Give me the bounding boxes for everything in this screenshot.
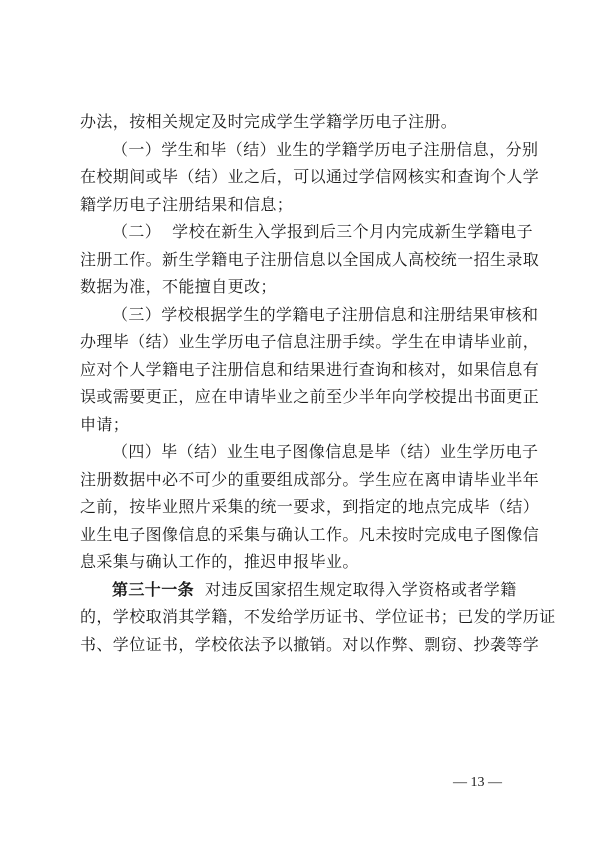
text-line: 应对个人学籍电子注册信息和结果进行查询和核对，如果信息有 bbox=[80, 359, 540, 379]
article-first-line bbox=[80, 576, 526, 604]
text-line: 籍学历电子注册结果和信息； bbox=[80, 194, 294, 214]
text-line: （二） 学校在新生入学报到后三个月内完成新生学籍电子 bbox=[112, 222, 533, 241]
article-title: 第三十一条 bbox=[112, 579, 195, 599]
text-line: （三）学校根据学生的学籍电子注册信息和注册结果审核和 bbox=[112, 304, 539, 324]
text-line: 数据为准，不能擅自更改； bbox=[80, 277, 277, 296]
page-number: — 13 — bbox=[453, 775, 502, 790]
article-text: 对违反国家招生规定取得入学资格或者学籍 bbox=[194, 579, 517, 599]
text-line: 误或需要更正，应在申请毕业之前至少半年向学校提出书面更正 bbox=[80, 387, 540, 406]
text-line: 之前，按毕业照片采集的统一要求，到指定的地点完成毕（结） bbox=[80, 497, 540, 516]
text-line: 业生电子图像信息的采集与确认工作。凡未按时完成电子图像信 bbox=[80, 524, 540, 544]
text-line: （一）学生和毕（结）业生的学籍学历电子注册信息，分别 bbox=[112, 139, 539, 159]
text-line: 办理毕（结）业生学历电子信息注册手续。学生在申请毕业前， bbox=[80, 332, 540, 351]
text-line: 申请； bbox=[80, 414, 130, 434]
text-line: 办法，按相关规定及时完成学生学籍学历电子注册。 bbox=[80, 112, 458, 131]
text-line: 注册工作。新生学籍电子注册信息以全国成人高校统一招生录取 bbox=[80, 249, 540, 269]
text-line: 息采集与确认工作的，推迟申报毕业。 bbox=[80, 552, 359, 571]
text-line: （四）毕（结）业生电子图像信息是毕（结）业生学历电子 bbox=[112, 442, 539, 461]
text-line: 书、学位证书，学校依法予以撤销。对以作弊、剽窃、抄袭等学 bbox=[80, 634, 540, 654]
text-line: 在校期间或毕（结）业之后，可以通过学信网核实和查询个人学 bbox=[80, 167, 540, 186]
document-body bbox=[80, 108, 556, 658]
text-line: 注册数据中必不可少的重要组成部分。学生应在离申请毕业半年 bbox=[80, 469, 540, 489]
text-line: 的，学校取消其学籍，不发给学历证书、学位证书；已发的学历证 bbox=[80, 607, 556, 626]
